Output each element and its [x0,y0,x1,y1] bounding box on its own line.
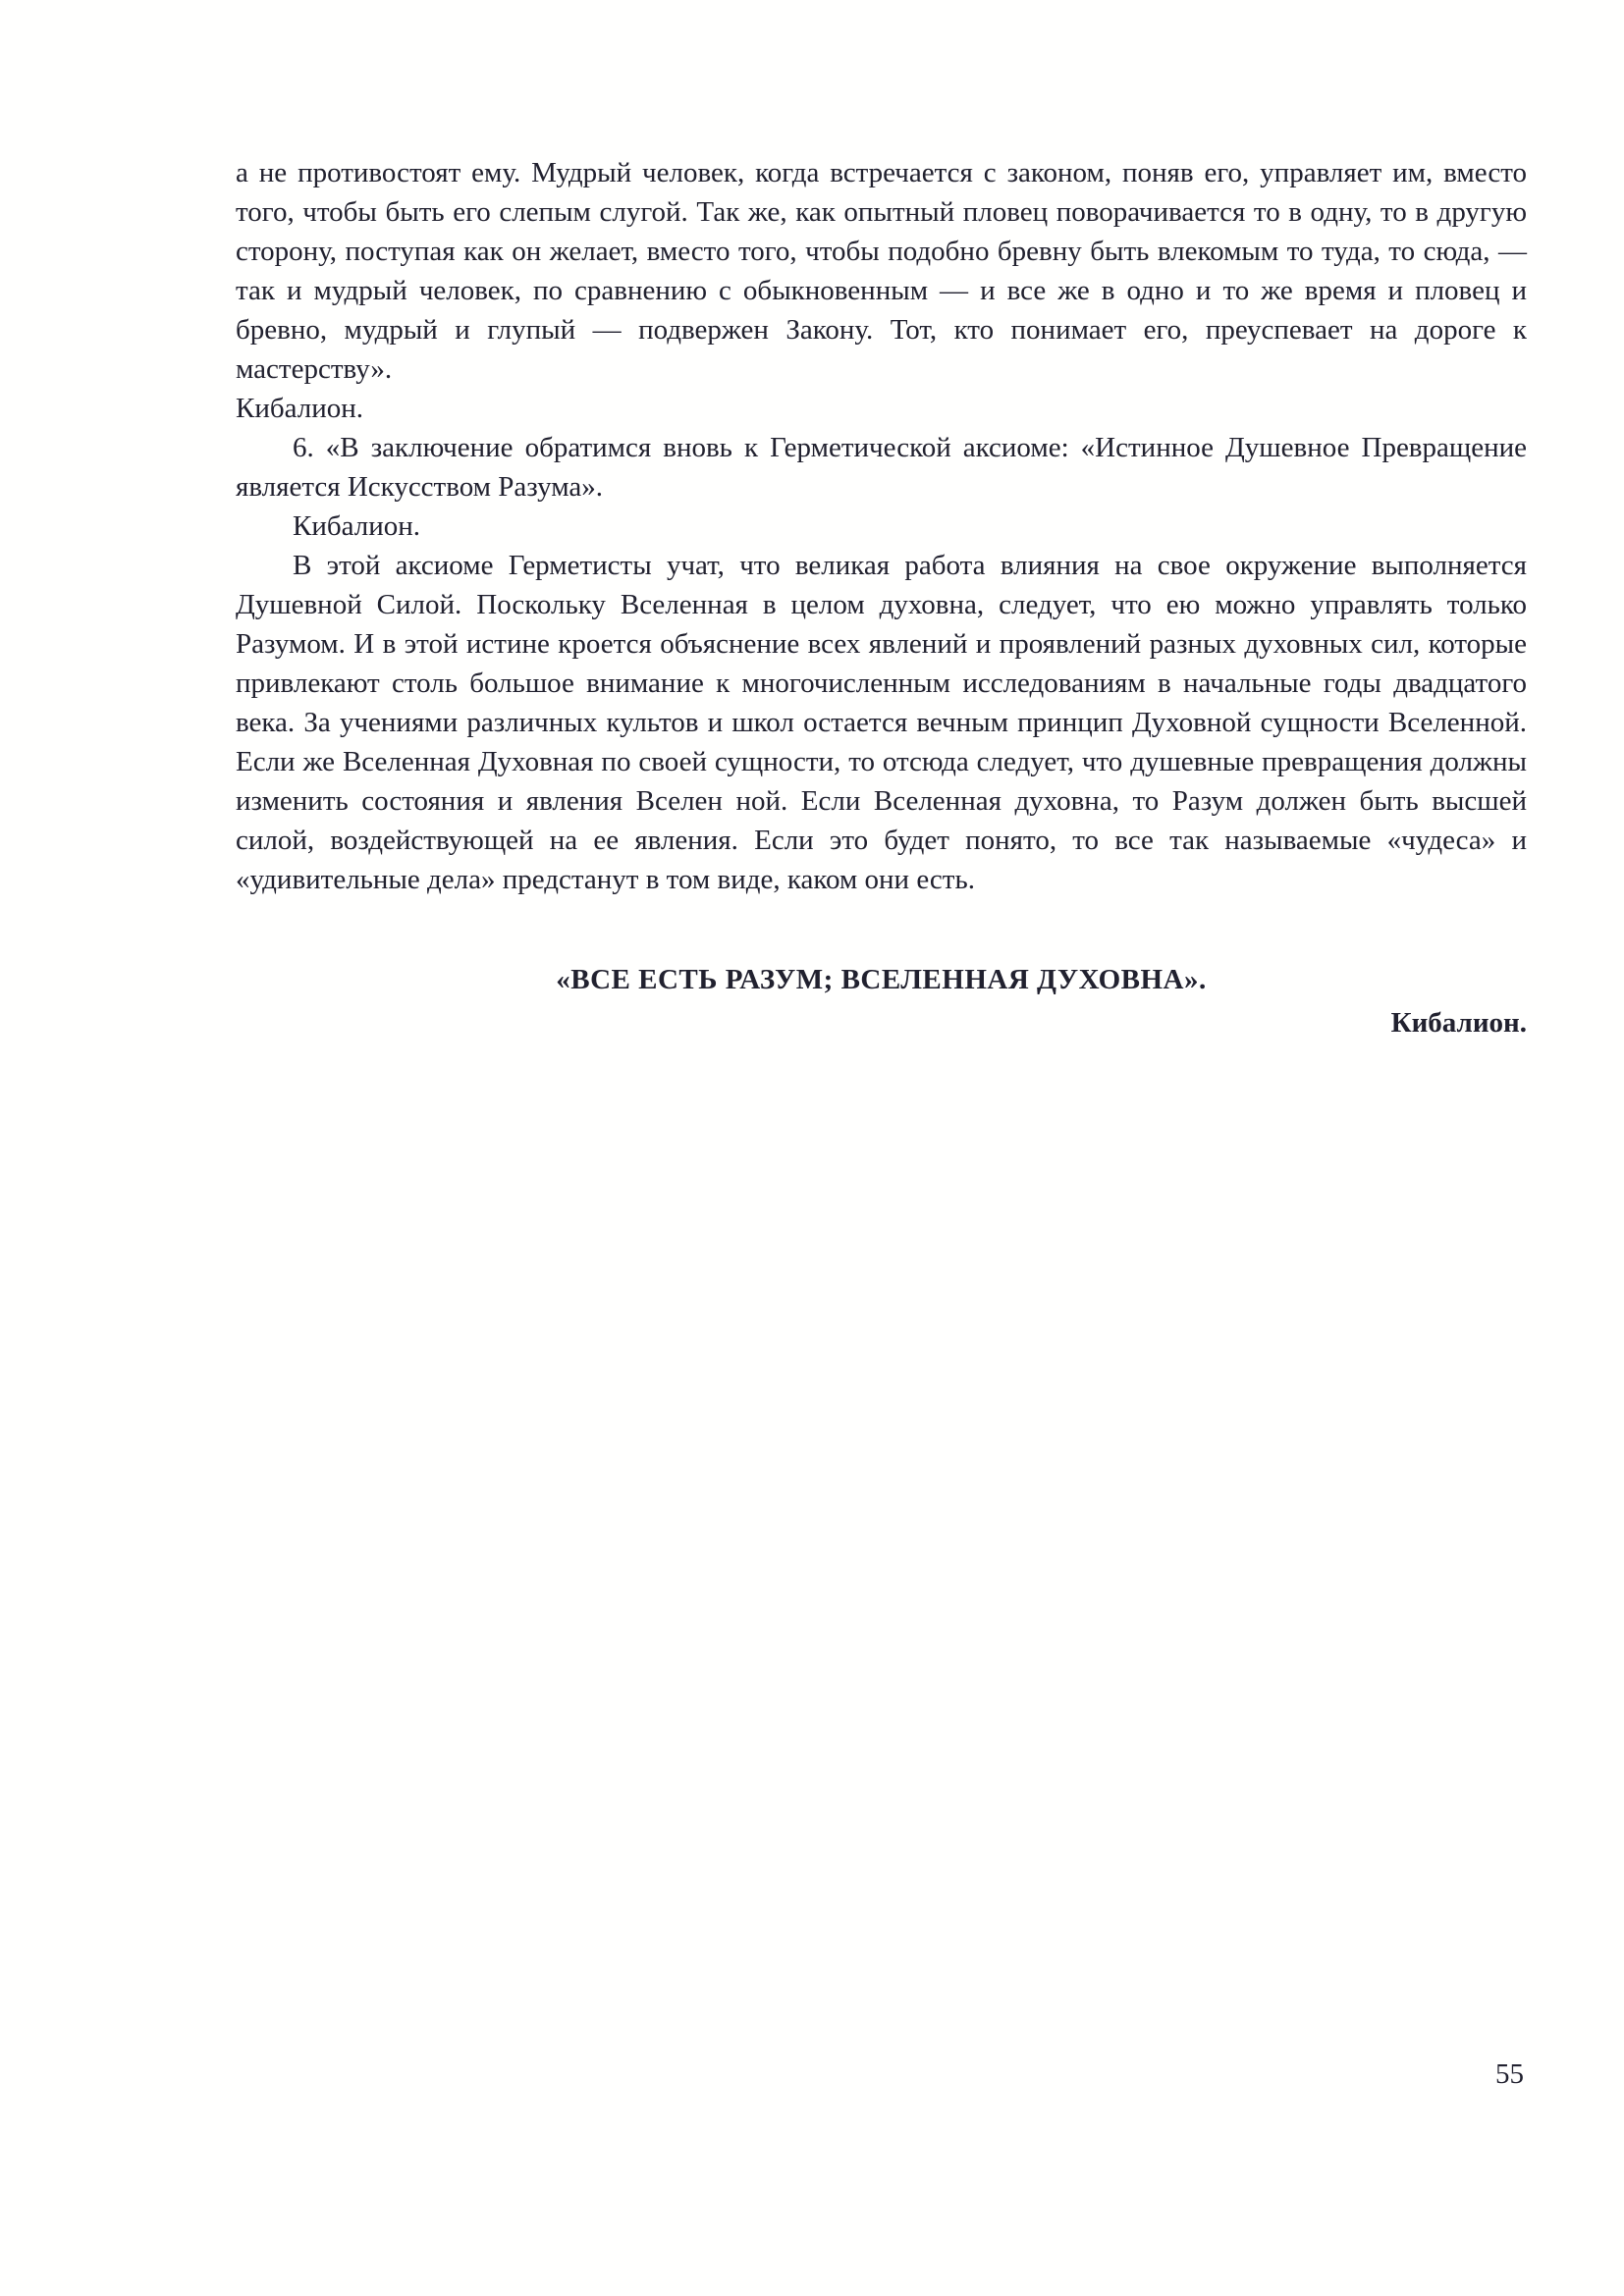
paragraph-attribution: Кибалион. [293,510,421,542]
body-paragraph: а не противостоят ему. Мудрый человек, когда встречается с законом, поняв его, управляет им, вместо того, чтобы быть его слепым слугой. Так же, как опытный пловец поворачивается то в одну, то в другую сторону, поступая как он желает, вместо того, чтобы подобно бревну быть влекомым то туда, то сюда, — так и мудрый человек, по сравнению с обыкновенным — и все же в одно и то же время и пловец и бревно, мудрый и глупый — подвержен Закону. Тот, кто понимает его, преуспевает на дороге к мастерству». [236,157,1527,385]
text-block [236,153,1527,1042]
page-number: 55 [1495,2058,1524,2090]
heading-attribution: Кибалион. [1390,1007,1527,1039]
section-heading: «ВСЕ ЕСТЬ РАЗУМ; ВСЕЛЕННАЯ ДУХОВНА». [556,964,1207,995]
body-paragraph: В этой аксиоме Герметисты учат, что великая работа влияния на свое окружение выполняется Душевной Силой. Поскольку Вселенная в целом духовна, следует, что ею можно управлять только Разумом. И в этой истине кроется объяснение всех явлений и проявлений разных духовных сил, которые привлекают столь большое внимание к многочисленным исследованиям в начальные годы двадцатого века. За учениями различных культов и школ остается вечным принцип Духовной сущности Вселенной. Если же Вселенная Духовная по своей сущности, то отсюда следует, что душевные превращения должны изменить состояния и явления Вселен ной. Если Вселенная духовна, то Разум должен быть высшей силой, воздействующей на ее явления. Если это будет понято, то все так называемые «чудеса» и «удивительные дела» предстанут в том виде, каком они есть. [236,550,1527,895]
paragraph-attribution: Кибалион. [236,393,364,424]
body-paragraph: 6. «В заключение обратимся вновь к Герметической аксиоме: «Истинное Душевное Превращение является Искусством Разума». [236,432,1527,503]
